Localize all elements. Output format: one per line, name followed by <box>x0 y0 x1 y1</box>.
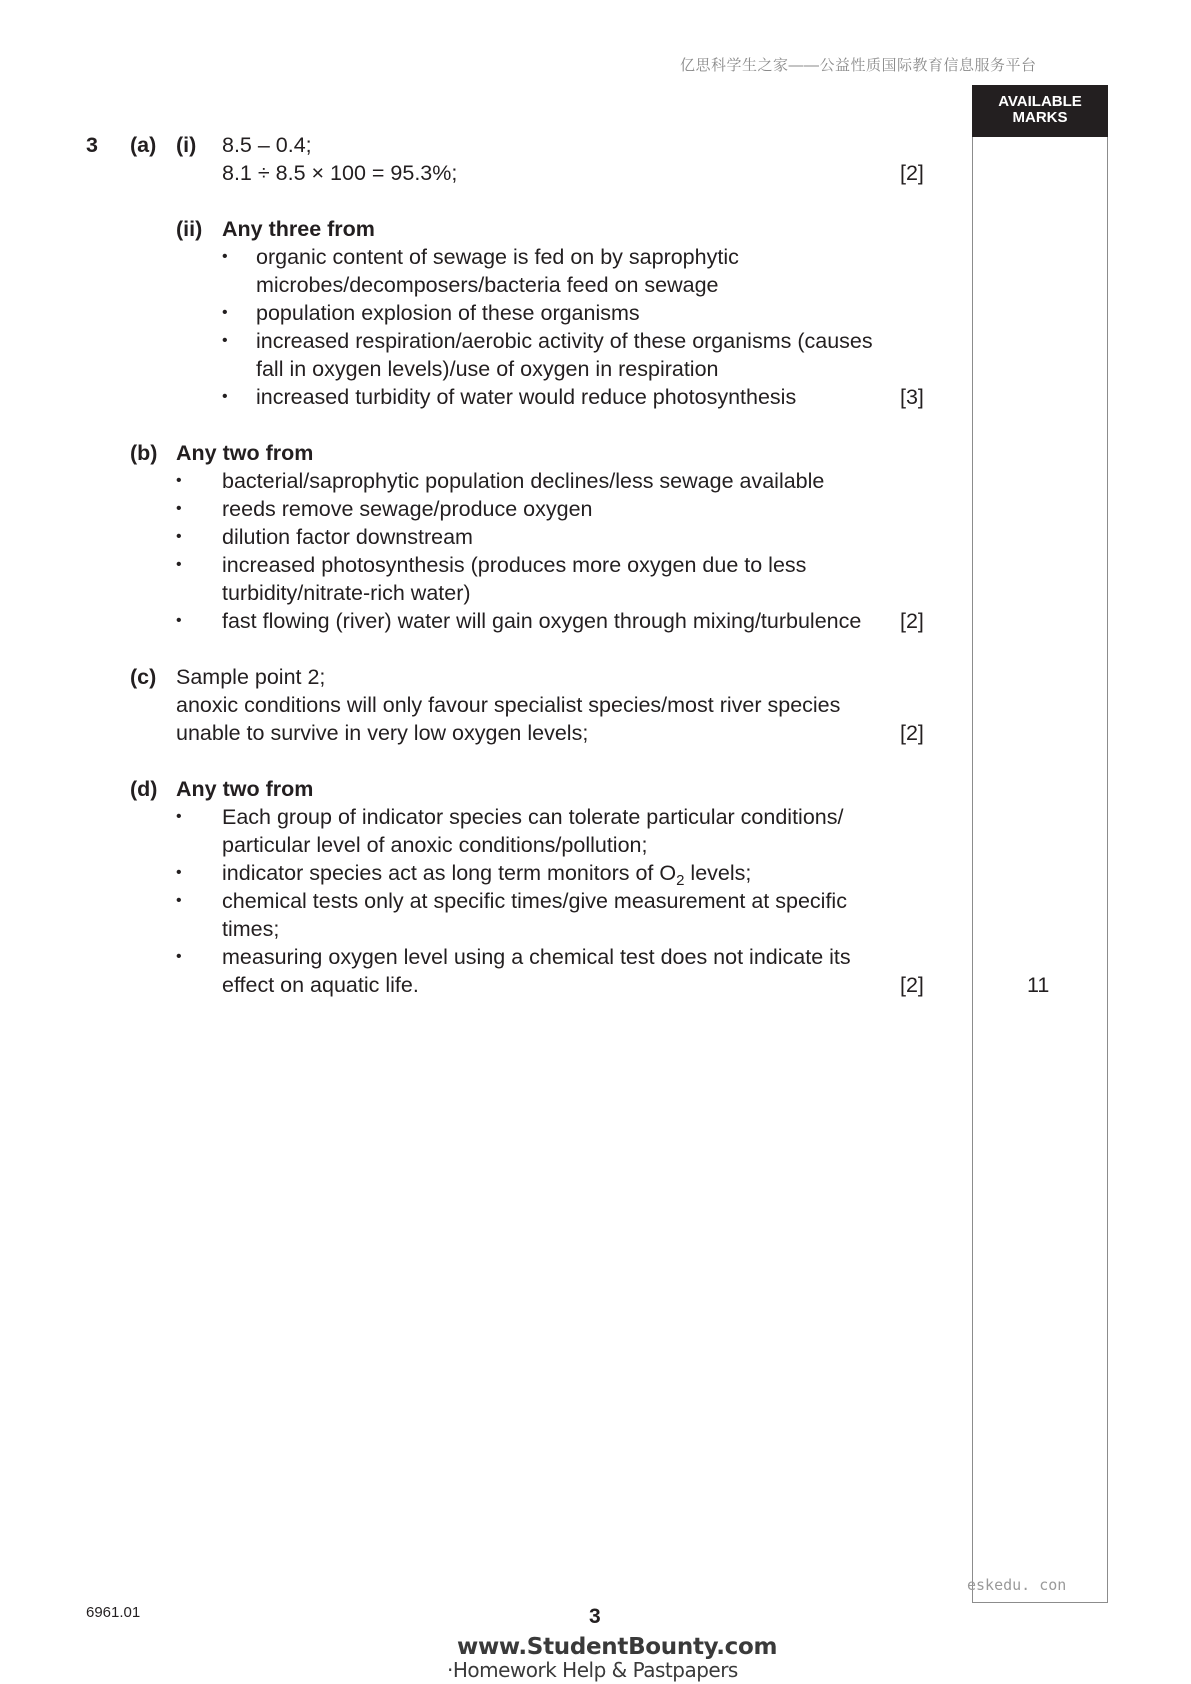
list-item-text: indicator species act as long term monitors of O <box>222 861 677 885</box>
part-a-ii-mark: [3] <box>900 385 924 409</box>
bullet-icon: • <box>176 808 182 825</box>
list-item: increased photosynthesis (produces more oxygen due to less <box>222 553 807 577</box>
part-a-label: (a) <box>130 133 157 157</box>
list-item: increased turbidity of water would reduce photosynthesis <box>256 385 797 409</box>
bullet-icon: • <box>176 892 182 909</box>
bullet-icon: • <box>176 948 182 965</box>
bullet-icon: • <box>176 528 182 545</box>
bullet-icon: • <box>176 612 182 629</box>
part-b-label: (b) <box>130 441 158 465</box>
part-c-line: unable to survive in very low oxygen levels; <box>176 721 589 745</box>
list-item: population explosion of these organisms <box>256 301 640 325</box>
list-item: fast flowing (river) water will gain oxygen through mixing/turbulence <box>222 609 862 633</box>
list-item: organic content of sewage is fed on by saprophytic <box>256 245 739 269</box>
bullet-icon: • <box>176 556 182 573</box>
part-a-i-mark: [2] <box>900 161 924 185</box>
part-a-ii-heading: Any three from <box>222 217 375 241</box>
bullet-icon: • <box>222 388 228 405</box>
list-item: bacterial/saprophytic population declines/less sewage available <box>222 469 825 493</box>
bullet-icon: • <box>222 248 228 265</box>
list-item: turbidity/nitrate-rich water) <box>222 581 471 605</box>
part-d-heading: Any two from <box>176 777 314 801</box>
part-a-i-line2: 8.1 ÷ 8.5 × 100 = 95.3%; <box>222 161 458 185</box>
page-number: 3 <box>589 1605 601 1628</box>
list-item: particular level of anoxic conditions/pollution; <box>222 833 648 857</box>
watermark-header: 亿思科学生之家——公益性质国际教育信息服务平台 <box>680 57 1037 74</box>
list-item: reeds remove sewage/produce oxygen <box>222 497 593 521</box>
list-item: measuring oxygen level using a chemical test does not indicate its <box>222 945 851 969</box>
paper-code: 6961.01 <box>86 1604 141 1621</box>
total-marks: 11 <box>1027 973 1050 997</box>
studentbounty-logo-line2: ·Homework Help & Pastpapers <box>447 1658 738 1682</box>
list-item: times; <box>222 917 280 941</box>
available-marks-column <box>972 85 1108 1603</box>
part-c-line: Sample point 2; <box>176 665 326 689</box>
list-item: Each group of indicator species can tolerate particular conditions/ <box>222 805 844 829</box>
list-item: dilution factor downstream <box>222 525 473 549</box>
available-marks-header <box>972 85 1108 137</box>
bullet-icon: • <box>176 864 182 881</box>
part-d-label: (d) <box>130 777 158 801</box>
list-item: fall in oxygen levels)/use of oxygen in respiration <box>256 357 719 381</box>
bullet-icon: • <box>222 304 228 321</box>
part-c-mark: [2] <box>900 721 924 745</box>
part-a-ii-label: (ii) <box>176 217 203 241</box>
bullet-icon: • <box>176 472 182 489</box>
list-item: increased respiration/aerobic activity of these organisms (causes <box>256 329 873 353</box>
part-a-i-line1: 8.5 – 0.4; <box>222 133 312 157</box>
list-item-text: levels; <box>684 861 752 885</box>
question-number: 3 <box>86 133 98 157</box>
part-d-mark: [2] <box>900 973 924 997</box>
part-c-label: (c) <box>130 665 157 689</box>
list-item: chemical tests only at specific times/give measurement at specific <box>222 889 847 913</box>
bullet-icon: • <box>176 500 182 517</box>
watermark-footer: eskedu. con <box>967 1576 1067 1594</box>
part-b-mark: [2] <box>900 609 924 633</box>
list-item: effect on aquatic life. <box>222 973 419 997</box>
part-b-heading: Any two from <box>176 441 314 465</box>
available-marks-label: AVAILABLE MARKS <box>998 93 1082 126</box>
part-c-line: anoxic conditions will only favour specialist species/most river species <box>176 693 841 717</box>
subscript-2: 2 <box>676 872 685 889</box>
bullet-icon: • <box>222 332 228 349</box>
part-a-i-label: (i) <box>176 133 197 157</box>
list-item: microbes/decomposers/bacteria feed on sewage <box>256 273 719 297</box>
studentbounty-logo-line1[interactable]: www.StudentBounty.com <box>457 1634 778 1660</box>
list-item <box>222 859 751 887</box>
